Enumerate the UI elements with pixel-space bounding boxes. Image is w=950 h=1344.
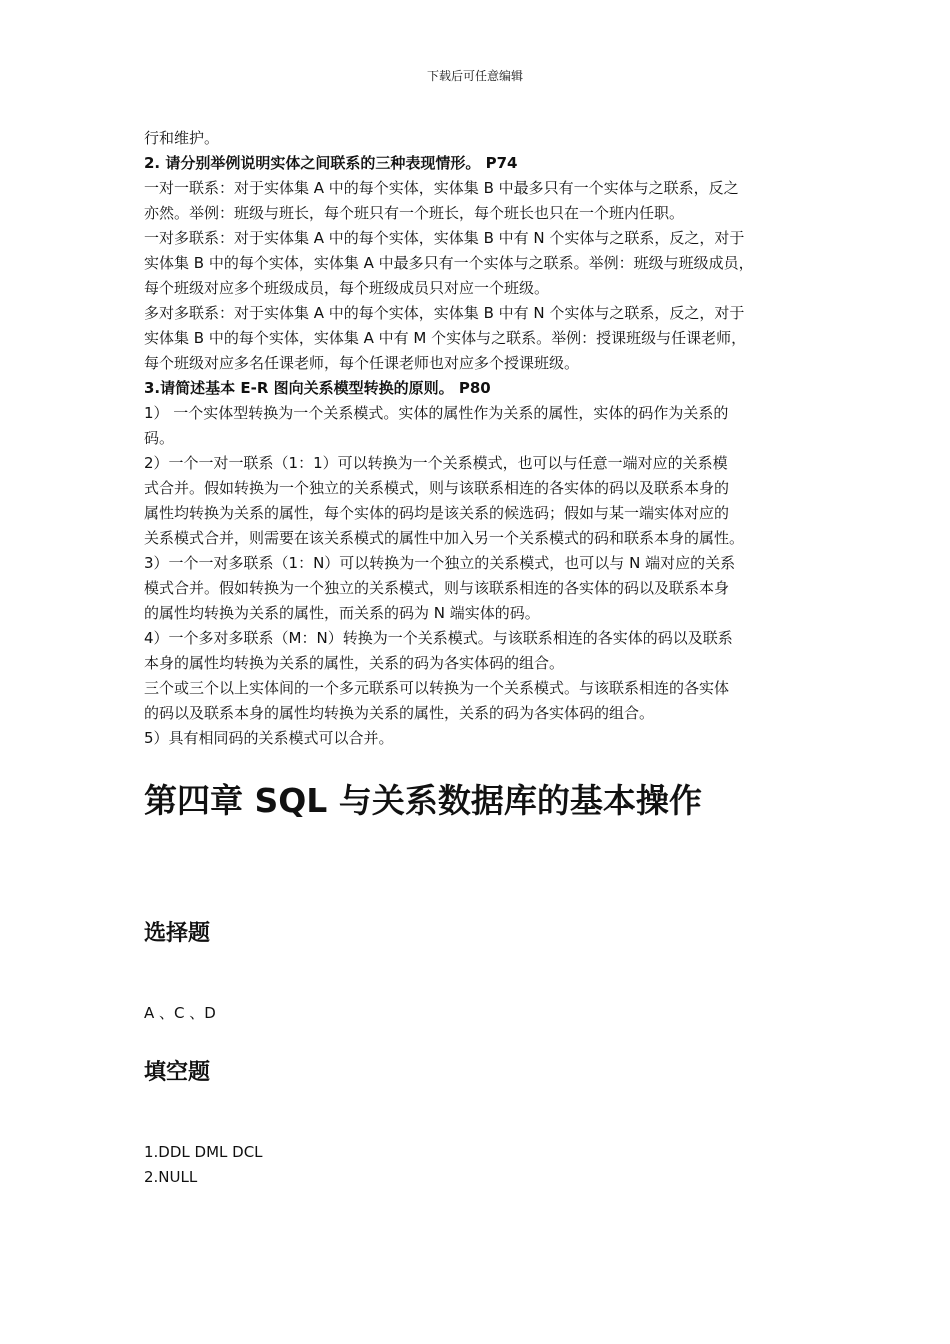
answer-line: 每个班级对应多名任课老师，每个任课老师也对应多个授课班级。 bbox=[144, 354, 580, 372]
question-3-title: 3.请简述基本 E-R 图向关系模型转换的原则。 P80 bbox=[144, 379, 491, 397]
fill-section-heading: 填空题 bbox=[144, 1060, 211, 1085]
page-header: 下载后可任意编辑 bbox=[426, 69, 523, 83]
fill-answer-line: 1.DDL DML DCL bbox=[144, 1143, 263, 1161]
answer-line: 亦然。举例：班级与班长，每个班只有一个班长，每个班长也只在一个班内任职。 bbox=[144, 204, 685, 222]
answer-line: 4）一个多对多联系（M：N）转换为一个关系模式。与该联系相连的各实体的码以及联系 bbox=[144, 629, 733, 647]
question-2-title: 2. 请分别举例说明实体之间联系的三种表现情形。 P74 bbox=[144, 154, 518, 172]
answer-line: 多对多联系：对于实体集 A 中的每个实体，实体集 B 中有 N 个实体与之联系，反之，对于 bbox=[144, 304, 745, 322]
answer-line: 一对多联系：对于实体集 A 中的每个实体，实体集 B 中有 N 个实体与之联系，反之，对于 bbox=[144, 229, 745, 247]
answer-line: 2）一个一对一联系（1：1）可以转换为一个关系模式，也可以与任意一端对应的关系模 bbox=[144, 454, 728, 472]
choice-answer: A 、C 、D bbox=[144, 1004, 216, 1022]
answer-line: 5）具有相同码的关系模式可以合并。 bbox=[144, 729, 394, 747]
answer-line: 实体集 B 中的每个实体，实体集 A 中有 M 个实体与之联系。举例：授课班级与任课老师， bbox=[144, 329, 747, 347]
fill-answers bbox=[144, 1140, 824, 1190]
answer-line: 实体集 B 中的每个实体，实体集 A 中最多只有一个实体与之联系。举例：班级与班级成员， bbox=[144, 254, 754, 272]
answer-line: 式合并。假如转换为一个独立的关系模式，则与该联系相连的各实体的码以及联系本身的 bbox=[144, 479, 730, 497]
answer-line: 每个班级对应多个班级成员，每个班级成员只对应一个班级。 bbox=[144, 279, 550, 297]
answer-line: 模式合并。假如转换为一个独立的关系模式，则与该联系相连的各实体的码以及联系本身 bbox=[144, 579, 730, 597]
answer-line: 1） 一个实体型转换为一个关系模式。实体的属性作为关系的属性，实体的码作为关系的 bbox=[144, 404, 729, 422]
answer-line: 一对一联系：对于实体集 A 中的每个实体，实体集 B 中最多只有一个实体与之联系，反之 bbox=[144, 179, 739, 197]
answer-line: 3）一个一对多联系（1：N）可以转换为一个独立的关系模式，也可以与 N 端对应的关系 bbox=[144, 554, 736, 572]
document-body bbox=[144, 126, 824, 1190]
answer-line: 三个或三个以上实体间的一个多元联系可以转换为一个关系模式。与该联系相连的各实体 bbox=[144, 679, 730, 697]
chapter-title: 第四章 SQL 与关系数据库的基本操作 bbox=[144, 781, 702, 820]
intro-tail-text: 行和维护。 bbox=[144, 129, 220, 147]
choice-section-heading: 选择题 bbox=[144, 921, 211, 946]
answer-line: 关系模式合并，则需要在该关系模式的属性中加入另一个关系模式的码和联系本身的属性。 bbox=[144, 529, 745, 547]
answer-line: 码。 bbox=[144, 429, 175, 447]
answer-line: 本身的属性均转换为关系的属性，关系的码为各实体码的组合。 bbox=[144, 654, 565, 672]
answer-line: 的码以及联系本身的属性均转换为关系的属性，关系的码为各实体码的组合。 bbox=[144, 704, 655, 722]
answer-line: 属性均转换为关系的属性，每个实体的码均是该关系的候选码；假如与某一端实体对应的 bbox=[144, 504, 730, 522]
answer-line: 的属性均转换为关系的属性，而关系的码为 N 端实体的码。 bbox=[144, 604, 540, 622]
question-3-answer bbox=[144, 401, 824, 751]
fill-answer-line: 2.NULL bbox=[144, 1168, 198, 1186]
question-2-answer bbox=[144, 176, 824, 376]
